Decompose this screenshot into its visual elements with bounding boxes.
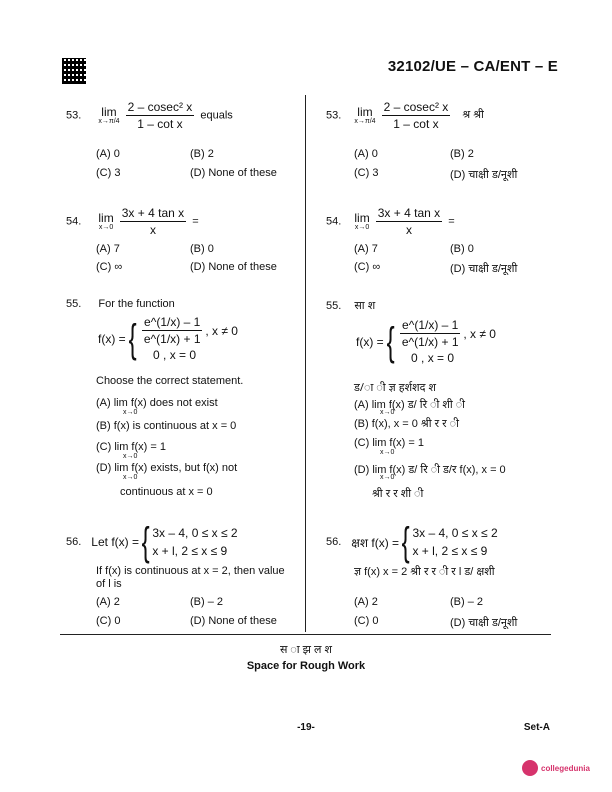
lim-subscript: x→0 [380, 449, 395, 456]
option-d-continued: श्री र र शी ी [372, 488, 424, 500]
question-53-en [66, 100, 233, 131]
option-c[interactable]: (C) 3 [354, 167, 379, 179]
question-intro: क्षश f(x) = [351, 535, 400, 550]
option-d[interactable]: (D) None of these [190, 261, 277, 273]
denominator: 1 – cot x [137, 117, 183, 131]
lim-subscript: x→0 [354, 224, 370, 231]
question-number: 54. [326, 215, 342, 228]
option-b[interactable]: (B) 2 [450, 148, 474, 160]
bottom-rule [60, 634, 551, 635]
option-a[interactable]: (A) lim f(x) ड/ रि ी शी ी [354, 399, 465, 411]
paper-code: 32102/UE – CA/ENT – E [387, 58, 558, 75]
question-number: 54. [66, 215, 82, 228]
option-d-continued: continuous at x = 0 [120, 486, 213, 498]
denominator: e^(1/x) + 1 [143, 332, 201, 346]
numerator: 3x + 4 tan x [121, 206, 185, 220]
case-1: 3x – 4, 0 ≤ x ≤ 2 [412, 526, 498, 540]
fx-label: f(x) = [356, 334, 384, 349]
lim-subscript: x→0 [380, 409, 395, 416]
numerator: e^(1/x) – 1 [144, 315, 201, 329]
option-d[interactable]: (D) None of these [190, 615, 277, 627]
piecewise-55-hi [356, 318, 496, 365]
lim-subscript: x→0 [380, 474, 395, 481]
question-prompt: ड/ा ी ज्ञ हर्शशद श [354, 382, 436, 394]
question-55-en [66, 298, 175, 310]
option-d[interactable]: (D) चाक्षी ड/नूशी [450, 169, 518, 181]
piecewise-55-en [98, 315, 238, 362]
left-brace: { [128, 316, 137, 361]
option-d[interactable]: (D) lim f(x) exists, but f(x) not [96, 462, 238, 474]
option-b[interactable]: (B) 0 [450, 243, 474, 255]
option-c[interactable]: (C) 0 [354, 615, 379, 627]
numerator: 2 – cosec² x [127, 100, 193, 114]
numerator: 3x + 4 tan x [377, 206, 441, 220]
question-56-hi [326, 522, 498, 562]
lim-subscript: x→0 [123, 453, 138, 460]
case-2: 0 , x = 0 [153, 348, 197, 362]
lim-label: lim [354, 211, 370, 225]
fx-label: f(x) = [98, 331, 126, 346]
case-2: x + l, 2 ≤ x ≤ 9 [152, 544, 228, 558]
option-c[interactable]: (C) 0 [96, 615, 121, 627]
option-a[interactable]: (A) 2 [354, 596, 378, 608]
option-d[interactable]: (D) चाक्षी ड/नूशी [450, 617, 518, 629]
page-number: -19- [297, 722, 315, 733]
option-b[interactable]: (B) f(x) is continuous at x = 0 [96, 420, 237, 432]
option-a[interactable]: (A) 0 [96, 148, 120, 160]
left-brace: { [401, 520, 410, 564]
option-d[interactable]: (D) None of these [190, 167, 277, 179]
question-prompt: Choose the correct statement. [96, 375, 244, 387]
lim-subscript: x→π/4 [354, 118, 376, 125]
left-brace: { [386, 319, 395, 364]
question-prompt-continued: of l is [96, 578, 122, 590]
case-2: 0 , x = 0 [411, 351, 455, 365]
brand-logo [522, 758, 604, 778]
option-a[interactable]: (A) lim f(x) does not exist [96, 397, 218, 409]
question-prompt: ज्ञ f(x) x = 2 श्री र र ी र l ड/ क्षशी [354, 566, 495, 578]
lim-subscript: x→0 [98, 224, 114, 231]
lim-label: lim [101, 105, 117, 119]
option-d[interactable]: (D) चाक्षी ड/नूशी [450, 263, 518, 275]
question-54-en [66, 206, 199, 237]
question-number: 53. [326, 109, 342, 122]
rough-work-hindi: स ा झ ल श [279, 644, 333, 656]
option-a[interactable]: (A) 2 [96, 596, 120, 608]
option-b[interactable]: (B) 2 [190, 148, 214, 160]
option-a[interactable]: (A) 7 [96, 243, 120, 255]
lim-subscript: x→0 [123, 474, 138, 481]
set-label: Set-A [523, 722, 550, 733]
question-56-en [66, 522, 238, 562]
condition: , x ≠ 0 [205, 323, 238, 338]
question-tail: = [448, 215, 455, 228]
numerator: e^(1/x) – 1 [402, 318, 459, 332]
denominator: e^(1/x) + 1 [401, 335, 459, 349]
question-intro: For the function [98, 298, 175, 310]
option-c[interactable]: (C) ∞ [96, 261, 123, 273]
option-c[interactable]: (C) lim f(x) = 1 [96, 441, 166, 453]
column-divider [305, 95, 306, 632]
lim-label: lim [98, 211, 114, 225]
condition: , x ≠ 0 [463, 326, 496, 341]
denominator: 1 – cot x [393, 117, 439, 131]
question-tail: श्र श्री [462, 109, 484, 122]
logo-icon [522, 760, 538, 776]
question-intro: सा श [354, 300, 376, 312]
option-b[interactable]: (B) f(x), x = 0 श्री र र ी [354, 418, 459, 430]
question-number: 53. [66, 109, 82, 122]
question-number: 55. [326, 300, 342, 312]
denominator: x [405, 223, 412, 237]
question-number: 55. [66, 298, 82, 310]
case-2: x + l, 2 ≤ x ≤ 9 [412, 544, 488, 558]
logo-text: collegedunia [541, 763, 590, 773]
option-d[interactable]: (D) lim f(x) ड/ रि ी ड/र f(x), x = 0 [354, 464, 506, 476]
qr-code [62, 58, 86, 84]
question-55-hi [326, 298, 375, 313]
question-intro: Let f(x) = [91, 535, 139, 549]
option-c[interactable]: (C) ∞ [354, 261, 381, 273]
option-a[interactable]: (A) 0 [354, 148, 378, 160]
case-1: 3x – 4, 0 ≤ x ≤ 2 [152, 526, 238, 540]
option-b[interactable]: (B) – 2 [190, 596, 224, 608]
lim-subscript: x→π/4 [98, 118, 120, 125]
numerator: 2 – cosec² x [383, 100, 449, 114]
lim-label: lim [357, 105, 373, 119]
question-tail: equals [200, 109, 233, 122]
lim-subscript: x→0 [123, 409, 138, 416]
option-b[interactable]: (B) 0 [190, 243, 214, 255]
question-tail: = [192, 215, 199, 228]
option-b[interactable]: (B) – 2 [450, 596, 484, 608]
question-prompt: If f(x) is continuous at x = 2, then value [96, 565, 285, 577]
denominator: x [149, 223, 156, 237]
option-c[interactable]: (C) lim f(x) = 1 [354, 437, 424, 449]
option-a[interactable]: (A) 7 [354, 243, 378, 255]
question-number: 56. [66, 536, 82, 548]
option-c[interactable]: (C) 3 [96, 167, 121, 179]
question-53-hi [326, 100, 484, 131]
question-54-hi [326, 206, 455, 237]
left-brace: { [141, 520, 150, 564]
rough-work-label: Space for Rough Work [246, 660, 366, 672]
question-number: 56. [326, 536, 342, 548]
